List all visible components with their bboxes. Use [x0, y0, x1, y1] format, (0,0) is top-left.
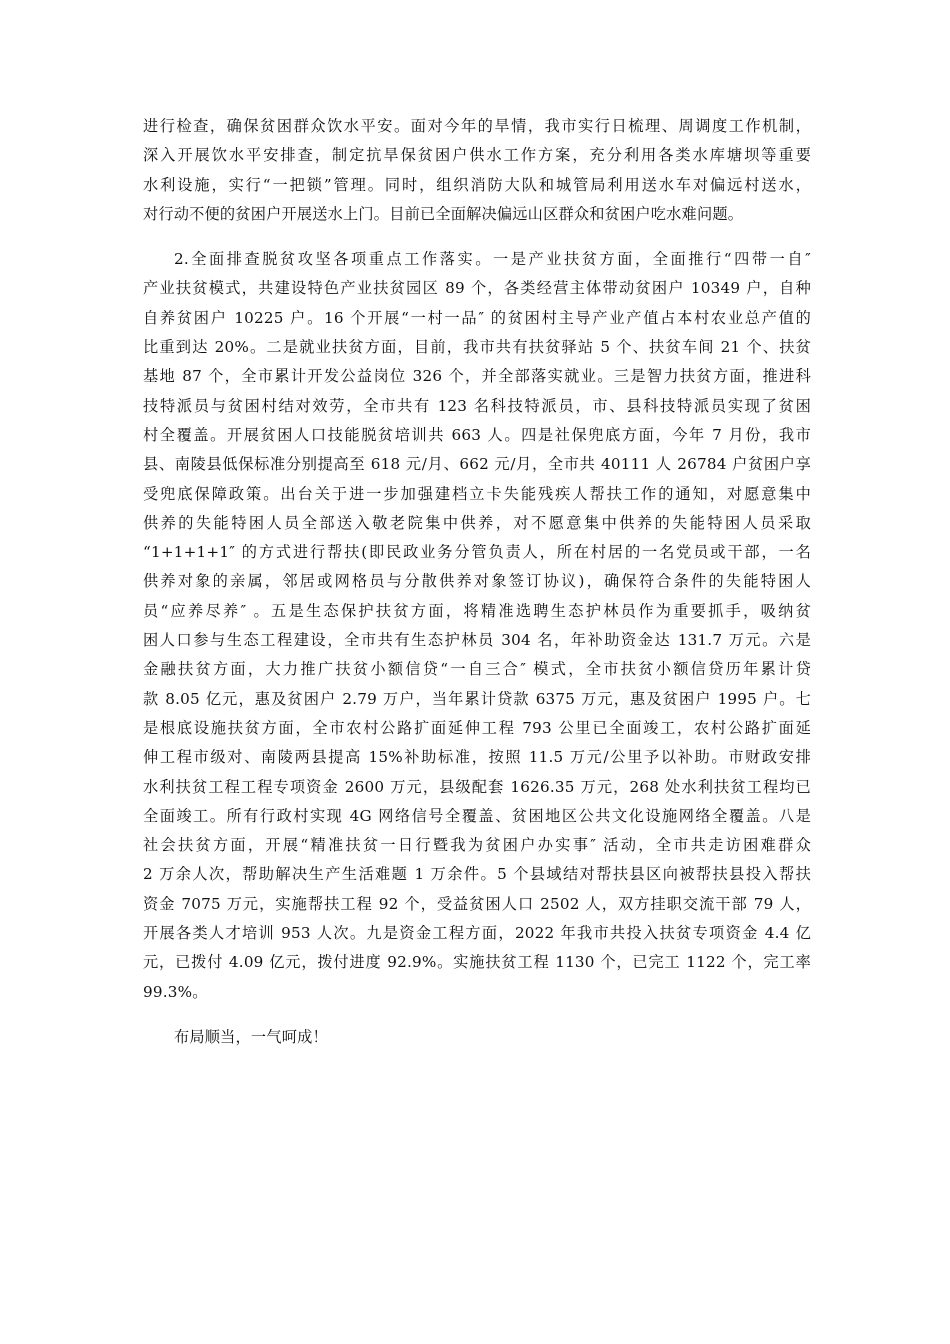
text-line: 困人口参与生态工程建设，全市共有生态护林员 304 名，年补助资金达 131.7 万元。六是 [143, 631, 811, 650]
text-line: 产业扶贫模式，共建设特色产业扶贫园区 89 个，各类经营主体带动贫困户 10349 户，自种 [143, 279, 811, 298]
text-line: 元，已拨付 4.09 亿元，拨付进度 92.9%。实施扶贫工程 1130 个，已完工 1122 个，完工率 [143, 953, 811, 972]
paragraph-gap [143, 1007, 811, 1023]
text-line: 基地 87 个，全市累计开发公益岗位 326 个，并全部落实就业。三是智力扶贫方面，推进科 [143, 367, 811, 386]
text-line: 2.全面排查脱贫攻坚各项重点工作落实。一是产业扶贫方面，全面推行“四带一自″ [174, 250, 811, 269]
text-line: 99.3%。 [143, 982, 208, 1001]
text-line: 2 万余人次，帮助解决生产生活难题 1 万余件。5 个县域结对帮扶县区向被帮扶县投入帮扶 [143, 865, 811, 884]
text-line: 受兜底保障政策。出台关于进一步加强建档立卡失能残疾人帮扶工作的通知，对愿意集中 [143, 484, 811, 503]
paragraph-poverty-work [143, 245, 811, 1007]
text-line: 供养的失能特困人员全部送入敬老院集中供养，对不愿意集中供养的失能特困人员采取 [143, 513, 811, 532]
text-line: 县、南陵县低保标准分别提高至 618 元/月、662 元/月，全市共 40111 人 26784 户贫困户享 [143, 455, 811, 474]
text-line: 布局顺当，一气呵成！ [174, 1027, 328, 1046]
text-line: 员“应养尽养″ 。五是生态保护扶贫方面，将精准选聘生态护林员作为重要抓手，吸纳贫 [143, 601, 811, 620]
text-line: 村全覆盖。开展贫困人口技能脱贫培训共 663 人。四是社保兜底方面，今年 7 月份，我市 [143, 425, 811, 444]
paragraph-closing [143, 1023, 811, 1052]
text-line: 自养贫困户 10225 户。16 个开展“一村一品″ 的贫困村主导产业产值占本村农业总产值的 [143, 308, 811, 327]
text-line: 对行动不便的贫困户开展送水上门。目前已全面解决偏远山区群众和贫困户吃水难问题。 [143, 204, 744, 223]
text-line: 社会扶贫方面，开展“精准扶贫一日行暨我为贫困户办实事″ 活动，全市共走访困难群众 [143, 836, 811, 855]
text-line: 技特派员与贫困村结对效劳，全市共有 123 名科技特派员，市、县科技特派员实现了贫困 [143, 396, 811, 415]
text-line: 资金 7075 万元，实施帮扶工程 92 个，受益贫困人口 2502 人，双方挂职交流干部 79 人， [143, 894, 811, 913]
text-line: 是根底设施扶贫方面，全市农村公路扩面延伸工程 793 公里已全面竣工，农村公路扩面延 [143, 718, 811, 737]
text-line: “1+1+1+1″ 的方式进行帮扶(即民政业务分管负责人，所在村居的一名党员或干部，一名 [143, 543, 811, 562]
text-line: 供养对象的亲属，邻居或网格员与分散供养对象签订协议)，确保符合条件的失能特困人 [143, 572, 811, 591]
text-line: 水利设施，实行“一把锁”管理。同时，组织消防大队和城管局利用送水车对偏远村送水， [143, 175, 811, 194]
text-line: 款 8.05 亿元，惠及贫困户 2.79 万户，当年累计贷款 6375 万元，惠及贫困户 1995 户。七 [143, 689, 811, 708]
text-line: 比重到达 20%。二是就业扶贫方面，目前，我市共有扶贫驿站 5 个、扶贫车间 21 个、扶贫 [143, 338, 811, 357]
text-line: 金融扶贫方面，大力推广扶贫小额信贷“一自三合″ 模式，全市扶贫小额信贷历年累计贷 [143, 660, 811, 679]
text-line: 开展各类人才培训 953 人次。九是资金工程方面，2022 年我市共投入扶贫专项资金 4.4 亿 [143, 924, 811, 943]
document-page [143, 112, 811, 1052]
text-line: 全面竣工。所有行政村实现 4G 网络信号全覆盖、贫困地区公共文化设施网络全覆盖。八是 [143, 806, 811, 825]
paragraph-water-safety [143, 112, 811, 229]
text-line: 伸工程市级对、南陵两县提高 15%补助标准，按照 11.5 万元/公里予以补助。市财政安排 [143, 748, 811, 767]
text-line: 进行检查，确保贫困群众饮水平安。面对今年的旱情，我市实行日梳理、周调度工作机制， [143, 117, 811, 135]
paragraph-gap [143, 229, 811, 245]
text-line: 水利扶贫工程工程专项资金 2600 万元，县级配套 1626.35 万元，268 处水利扶贫工程均已 [143, 777, 811, 796]
text-line: 深入开展饮水平安排查，制定抗旱保贫困户供水工作方案，充分利用各类水库塘坝等重要 [143, 146, 811, 165]
